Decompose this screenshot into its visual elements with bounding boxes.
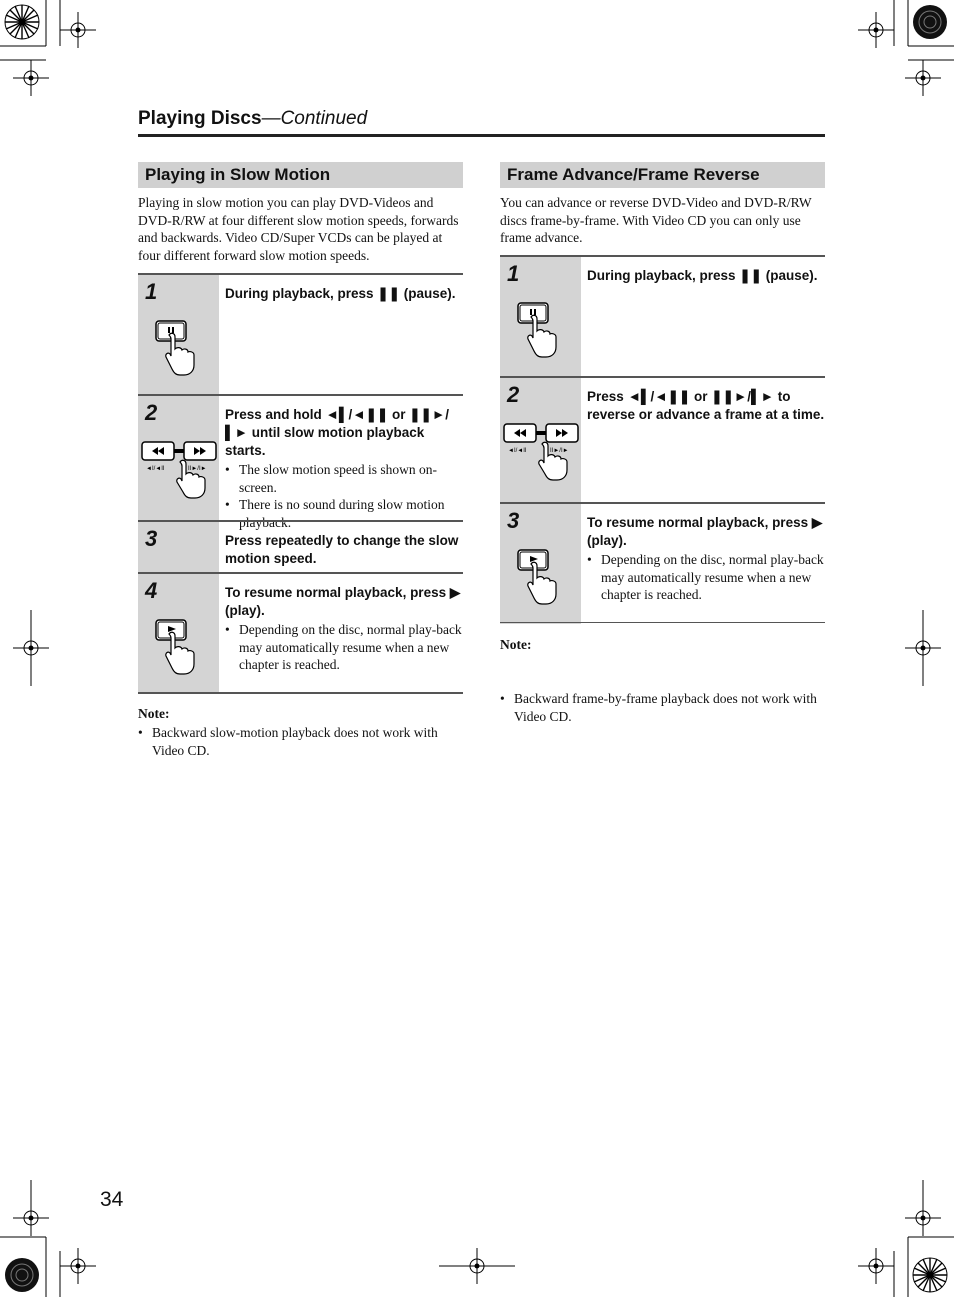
step-number: 4 xyxy=(145,578,158,603)
step-2-frame-advance xyxy=(500,376,825,503)
step-instruction xyxy=(587,267,825,285)
step-instruction: Press repeatedly to change the slow motion speed. xyxy=(225,533,459,566)
step-bullet: • Depending on the disc, normal play-back may automatically resume when a new chapter is reached. xyxy=(587,551,825,604)
section-title-frame-advance: Frame Advance/Frame Reverse xyxy=(500,162,825,188)
instruction-text: To resume normal playback, press xyxy=(225,585,447,600)
step-number: 2 xyxy=(507,382,520,407)
pause-icon: ❚❚ xyxy=(377,286,400,301)
instruction-text-end: (play). xyxy=(587,533,627,548)
section-title-slow-motion: Playing in Slow Motion xyxy=(138,162,463,188)
header-title: Playing Discs xyxy=(138,108,262,129)
step-content xyxy=(225,584,463,674)
play-button-hand-icon xyxy=(154,618,202,676)
reverse-icons: ◄▌/◄❚❚ xyxy=(627,389,691,404)
step-gutter xyxy=(500,257,581,377)
note-text: • Backward slow-motion playback does not work with Video CD. xyxy=(138,724,463,759)
step-2-slow-motion xyxy=(138,394,463,531)
forward-icons: ❚❚►/▌► xyxy=(711,389,774,404)
step-bullet: • Depending on the disc, normal play-back may automatically resume when a new chapter is reached. xyxy=(225,621,463,674)
header-continued: —Continued xyxy=(261,108,368,129)
step-content xyxy=(225,532,463,568)
step-bullet: • The slow motion speed is shown on-screen. xyxy=(225,461,463,496)
step-content xyxy=(587,388,825,424)
step-gutter xyxy=(138,574,219,694)
steps-bottom-rule xyxy=(138,692,463,694)
instruction-text: Press xyxy=(587,389,624,404)
skip-buttons-hand-icon xyxy=(140,440,218,500)
steps-bottom-rule xyxy=(500,622,825,623)
instruction-text: Press and hold xyxy=(225,407,322,422)
step-1-slow-motion xyxy=(138,273,463,395)
step-instruction xyxy=(587,388,825,424)
step-number: 1 xyxy=(507,261,520,286)
instruction-text-end: until slow motion playback starts. xyxy=(225,425,425,458)
step-content xyxy=(587,267,825,285)
instruction-text: During playback, press xyxy=(587,268,736,283)
note-heading: Note: xyxy=(138,706,170,721)
instruction-text-end: (pause). xyxy=(403,286,456,301)
step-number: 2 xyxy=(145,400,158,425)
step-gutter xyxy=(138,275,219,395)
step-content xyxy=(225,285,463,303)
play-icon: ▶ xyxy=(811,515,823,530)
pause-icon: ❚❚ xyxy=(739,268,762,283)
step-number: 3 xyxy=(507,508,520,533)
intro-slow-motion: Playing in slow motion you can play DVD-Videos and DVD-R/RW at four different slow motion speeds, forwards and backwards. Video CD/Super VCDs can be played at four different forward slow motion speeds. xyxy=(138,195,459,264)
step-number: 1 xyxy=(145,279,158,304)
note-text: • Backward frame-by-frame playback does not work with Video CD. xyxy=(500,690,825,725)
instruction-or: or xyxy=(694,389,708,404)
step-3-frame-advance xyxy=(500,502,825,624)
step-number: 3 xyxy=(145,526,158,551)
play-icon: ▶ xyxy=(449,585,461,600)
instruction-or: or xyxy=(391,407,406,422)
step-3-slow-motion xyxy=(138,520,463,573)
step-gutter xyxy=(138,522,219,573)
instruction-text: During playback, press xyxy=(225,286,374,301)
instruction-text-end: (play). xyxy=(225,603,265,618)
step-gutter xyxy=(500,378,581,503)
step-instruction xyxy=(225,285,463,303)
step-content xyxy=(225,406,463,532)
step-bullet: • There is no sound during slow motion playback. xyxy=(225,496,463,531)
pause-button-hand-icon xyxy=(154,319,202,377)
svg-text:◄I/◄II: ◄I/◄II xyxy=(146,466,165,472)
play-button-hand-icon xyxy=(516,548,564,606)
step-1-frame-advance xyxy=(500,255,825,377)
page-header xyxy=(138,108,367,130)
note-heading: Note: xyxy=(500,637,532,652)
instruction-text-end: (pause). xyxy=(765,268,818,283)
step-instruction xyxy=(225,584,463,620)
pause-button-hand-icon xyxy=(516,301,564,359)
instruction-text: To resume normal playback, press xyxy=(587,515,809,530)
step-4-slow-motion xyxy=(138,572,463,694)
reverse-icons: ◄▌/◄❚❚ xyxy=(325,407,389,422)
svg-text:II►/I►: II►/I► xyxy=(550,448,569,454)
step-gutter xyxy=(500,504,581,624)
step-gutter xyxy=(138,396,219,521)
step-content xyxy=(587,514,825,604)
page-number: 34 xyxy=(100,1188,124,1211)
svg-text:◄I/◄II: ◄I/◄II xyxy=(508,448,527,454)
intro-frame-advance: You can advance or reverse DVD-Video and DVD-R/RW discs frame-by-frame. With Video CD you can only use frame advance. xyxy=(500,195,812,246)
step-instruction xyxy=(587,514,825,550)
forward-icons: ❚❚►/▌► xyxy=(225,407,449,440)
skip-buttons-hand-icon xyxy=(502,422,580,482)
step-instruction xyxy=(225,406,463,460)
svg-text:II►/I►: II►/I► xyxy=(188,466,207,472)
header-rule xyxy=(138,134,825,137)
instruction-text-end: to reverse or advance a frame at a time. xyxy=(587,389,825,422)
